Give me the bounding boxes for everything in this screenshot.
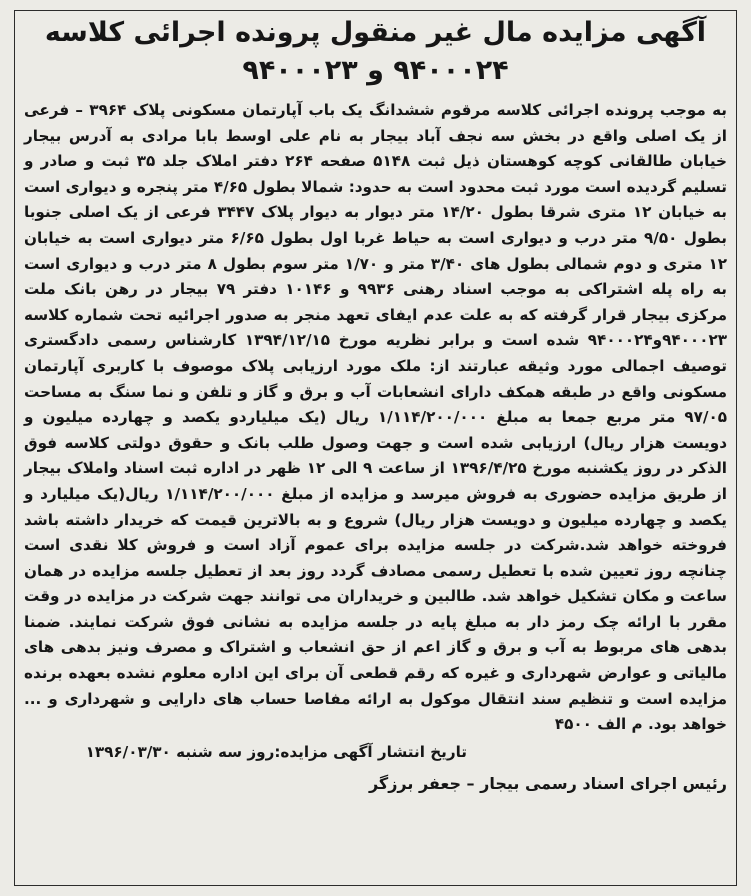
publication-date: تاریخ انتشار آگهی مزایده:روز سه شنبه ۱۳۹۶/۰۳/۳۰ (85, 742, 467, 761)
notice-title: آگهی مزایده مال غیر منقول پرونده اجرائی کلاسه ۹۴۰۰۰۲۴ و ۹۴۰۰۰۲۳ (44, 17, 707, 86)
notice-body: به موجب پرونده اجرائی کلاسه مرقوم ششدانگ یک باب آپارتمان مسکونی پلاک ۳۹۶۴ – فرعی از یک اصلی واقع در بخش سه نجف آباد بیجار به نام علی اوسط بابا مرادی به آدرس بیجار خیابان طالقانی کوچه کوهستان ذیل ثبت ۵۱۴۸ صفحه ۲۶۴ دفتر املاک جلد ۳۵ ثبت و صادر و تسلیم گردیده است مورد ثبت محدود است به حدود: شمالا بطول ۴/۶۵ متر پنجره و دیواری است به خیابان ۱۲ متری شرقا بطول ۱۴/۲۰ متر دیوار به دیوار پلاک ۳۴۴۷ فرعی از یک اصلی جنوبا بطول ۹/۵۰ متر درب و دیواری است به حیاط غربا اول بطول ۶/۶۵ متر دیواری است به خیابان ۱۲ متری و دوم شمالی بطول های ۳/۴۰ متر و ۱/۷۰ متر سوم بطول ۸ متر درب و دیواری است به راه پله اشتراکی به موجب اسناد رهنی ۹۹۳۶ و ۱۰۱۴۶ دفتر ۷۹ بیجار در رهن بانک ملت مرکزی بیجار قرار گرفته که به علت عدم ایفای تعهد منجر به صدور اجرائیه تحت شماره کلاسه ۹۴۰۰۰۲۳و۹۴۰۰۰۲۴ شده است و برابر نظریه مورخ ۱۳۹۴/۱۲/۱۵ کارشناس رسمی دادگستری توصیف اجمالی مورد وثیقه عبارتند از: ملک مورد ارزیابی پلاک موصوف با کاربری آپارتمان مسکونی واقع در طبقه همکف دارای انشعابات آب و برق و گاز و تلفن و نما سنگ به مساحت ۹۷/۰۵ متر مربع جمعا به مبلغ ۱/۱۱۴/۲۰۰/۰۰۰ ریال (یک میلیاردو یکصد و چهارده میلیون و دویست هزار ریال) ارزیابی شده است و جهت وصول طلب بانک و حقوق دولتی کلاسه فوق الذکر در روز یکشنبه مورخ ۱۳۹۶/۴/۲۵ از ساعت ۹ الی ۱۲ ظهر در اداره ثبت اسناد واملاک بیجار از طریق مزایده حضوری به فروش میرسد و مزایده از مبلغ ۱/۱۱۴/۲۰۰/۰۰۰ ریال(یک میلیارد و یکصد و چهارده میلیون و دویست هزار ریال) شروع و به بالاترین قیمت که خریدار داشته باشد فروخته خواهد شد.شرکت در جلسه مزایده برای عموم آزاد است و فروش کلا نقدی است چنانچه روز تعیین شده با تعطیل رسمی مصادف گردد روز بعد از تعطیل جلسه مزایده در همان ساعت و مکان تشکیل خواهد شد. طالبین و خریداران می توانند جهت شرکت در مزایده در وقت مقرر با ارائه چک رمز دار به مبلغ پایه در جلسه مزایده به نشانی فوق شرکت نمایند. ضمنا بدهی های مربوط به آب و برق و گاز اعم از حق انشعاب و اشتراک و مصرف ونیز بدهی های مالیاتی و عوارض شهرداری و غیره که رقم قطعی آن برای این اداره معلوم نشده بعهده برنده مزایده است و تنظیم سند انتقال موکول به ارائه مفاصا حساب های دارایی و شهرداری و ... خواهد بود. م الف ۴۵۰۰ (24, 101, 728, 734)
auction-notice (24, 14, 727, 797)
signature: رئیس اجرای اسناد رسمی بیجار – جعفر برزگر (368, 774, 727, 794)
